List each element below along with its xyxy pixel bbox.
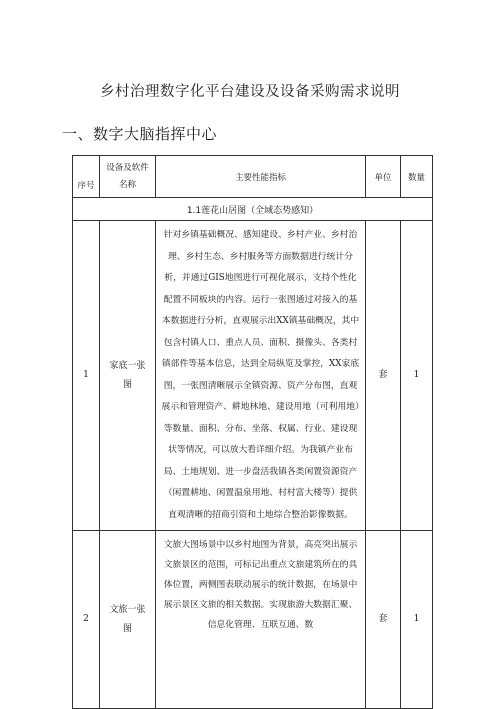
- row-unit: 套: [366, 221, 401, 531]
- table-header-row: [73, 156, 433, 198]
- row-qty: 1: [401, 221, 433, 531]
- procurement-spec-table: [72, 155, 433, 709]
- row-spec: 针对乡镇基础概况、感知建设、乡村产业、乡村治理、乡村生态、乡村服务等方面数据进行统计分析，并通过GIS地图进行可视化展示，支持个性化配置不同板块的内容。运行一张图通过对接入的基本数据进行分析，直观展示出XX镇基础概况，其中包含村镇人口、重点人员、面积、摄像头、各类村镇部件等基本信息，达到全局纵览及掌控，XX家底图，一张图清晰展示全镇资源、资产分布图，直观展示和管理资产、耕地林地、建设用地（可利用地）等数量、面积、分布、坐落、权属、行业、建设现状等情况，可以放大看详细介绍。为我镇产业布局、土地规划、进一步盘活我镇各类闲置资源资产（闲置耕地、闲置温泉用地、村村富大楼等）提供直观清晰的招商引资和土地综合整治影像数据。: [156, 221, 366, 531]
- row-device-name: [100, 531, 156, 709]
- header-device-name-line2: 名称: [118, 179, 136, 190]
- header-spec: 主要性能指标: [156, 156, 366, 198]
- table-row: [73, 531, 433, 709]
- section-heading: 一、数字大脑指挥中心: [62, 125, 218, 143]
- header-index: 序号: [73, 156, 100, 198]
- header-device-name: [100, 156, 156, 198]
- row-index: 1: [73, 221, 100, 531]
- header-device-name-line1: 设备及软件: [106, 162, 149, 173]
- row-device-name-line2: 图: [122, 379, 132, 390]
- row-qty: 1: [401, 531, 433, 709]
- row-device-name-line1: 家底一张: [109, 360, 146, 371]
- row-device-name-line2: 图: [122, 623, 132, 634]
- document-title: 乡村治理数字化平台建设及设备采购需求说明: [100, 84, 400, 100]
- header-unit: 单位: [366, 156, 401, 198]
- row-device-name-line1: 文旅一张: [109, 604, 146, 615]
- row-index: 2: [73, 531, 100, 709]
- row-device-name: [100, 221, 156, 531]
- row-unit: 套: [366, 531, 401, 709]
- header-qty: 数量: [401, 156, 433, 198]
- table-row: [73, 221, 433, 531]
- group-row: [73, 198, 433, 221]
- row-spec: 文旅大图场景中以乡村地图为背景，高亮突出展示文旅景区的范围，可标记出重点文旅建筑所在的具体位置，两侧图表联动展示的统计数据，在场景中展示景区文旅的相关数据。实现旅游大数据汇聚、信息化管理、互联互通、数: [156, 531, 366, 709]
- group-title: 1.1莲花山居图（全域态势感知）: [73, 198, 433, 221]
